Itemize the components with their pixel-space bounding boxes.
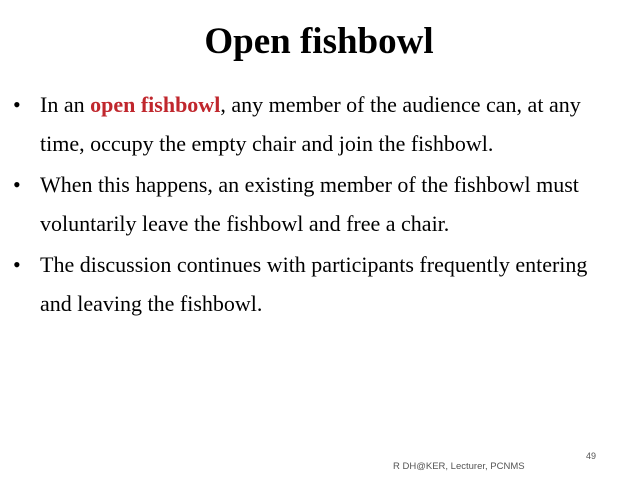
slide-title: Open fishbowl (204, 21, 434, 62)
bullet-text: The discussion continues with participants frequently entering and leaving the fishbowl. (40, 252, 588, 316)
footer-credit: R DH@KER, Lecturer, PCNMS (393, 461, 525, 472)
bullet-item-2 (0, 166, 638, 243)
bullet-list (0, 86, 638, 323)
bullet-item-1 (0, 86, 638, 163)
page-number: 49 (586, 451, 597, 461)
bullet-text: When this happens, an existing member of the fishbowl must voluntarily leave the fishbowl and free a chair. (40, 172, 579, 236)
bullet-marker: • (13, 172, 21, 197)
bullet-marker: • (13, 92, 21, 117)
highlight-term: open fishbowl (90, 92, 221, 117)
bullet-text-prefix: In an (40, 92, 91, 117)
bullet-marker: • (13, 252, 21, 277)
bullet-text-suffix: , any member of the audience can, at any time, occupy the empty chair and join the fishbowl. (40, 92, 581, 156)
bullet-item-3 (0, 246, 638, 323)
